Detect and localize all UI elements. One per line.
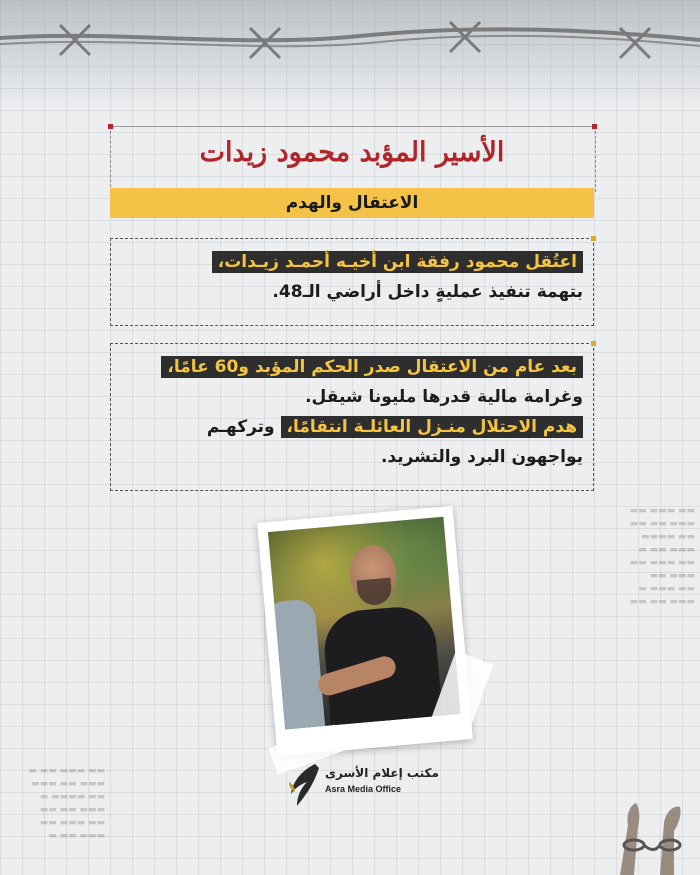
info-box-arrest [110,238,594,326]
photo-image [268,517,461,730]
highlighted-text: اعتُقل محمود رفقة ابن أخيـه أحمـد زيـدات، [212,251,583,273]
chained-hands-icon [600,775,700,875]
info-line [121,247,583,277]
subtitle-bar: الاعتقال والهدم [110,188,594,218]
info-line: يواجهون البرد والتشريد. [380,447,583,467]
corner-marker [108,124,113,129]
info-box-sentence [110,343,594,491]
asra-media-logo [285,760,439,812]
barbed-wire-icon [0,0,700,80]
page-title: الأسير المؤبد محمود زيدات [199,137,505,168]
corner-marker [592,124,597,129]
faded-background-text-left: ▬▬ ▬▬▬ ▬▬ ▬ ▬▬▬ ▬▬ ▬▬▬ ▬▬ ▬▬▬▬ ▬ ▬▬▬ ▬▬ ▬▬ ▬▬ ▬▬▬ ▬▬ ▬▬▬ ▬▬ ▬ [28,766,105,841]
logo-arabic-text: مكتب إعلام الأسرى [325,766,439,780]
info-line: وغرامة مالية قدرها مليونا شيقل. [305,387,583,407]
corner-dot [591,341,596,346]
info-text: وتركهـم [206,417,281,437]
info-line: بتهمة تنفيذ عمليةٍ داخل أراضي الـ48. [272,282,583,302]
faded-background-text: ▬▬ ▬▬▬ ▬▬ ▬▬▬ ▬▬ ▬▬ ▬▬ ▬▬▬▬ ▬▬▬ ▬▬ ▬ ▬▬ ▬▬▬ ▬▬ ▬▬▬ ▬▬ ▬▬ ▬▬▬ ▬ ▬▬▬ ▬▬ ▬▬ [629,506,695,607]
highlighted-text: بعد عام من الاعتقال صدر الحكم المؤبد و60 عامًا، [161,356,583,378]
quill-bird-icon [285,762,321,808]
highlighted-text: هدم الاحتلال منـزل العائلـة انتقامًا، [281,416,583,438]
corner-dot [591,236,596,241]
info-line [121,352,583,382]
info-line [121,412,583,442]
prisoner-photo [257,506,473,756]
logo-english-text: Asra Media Office [325,784,402,794]
